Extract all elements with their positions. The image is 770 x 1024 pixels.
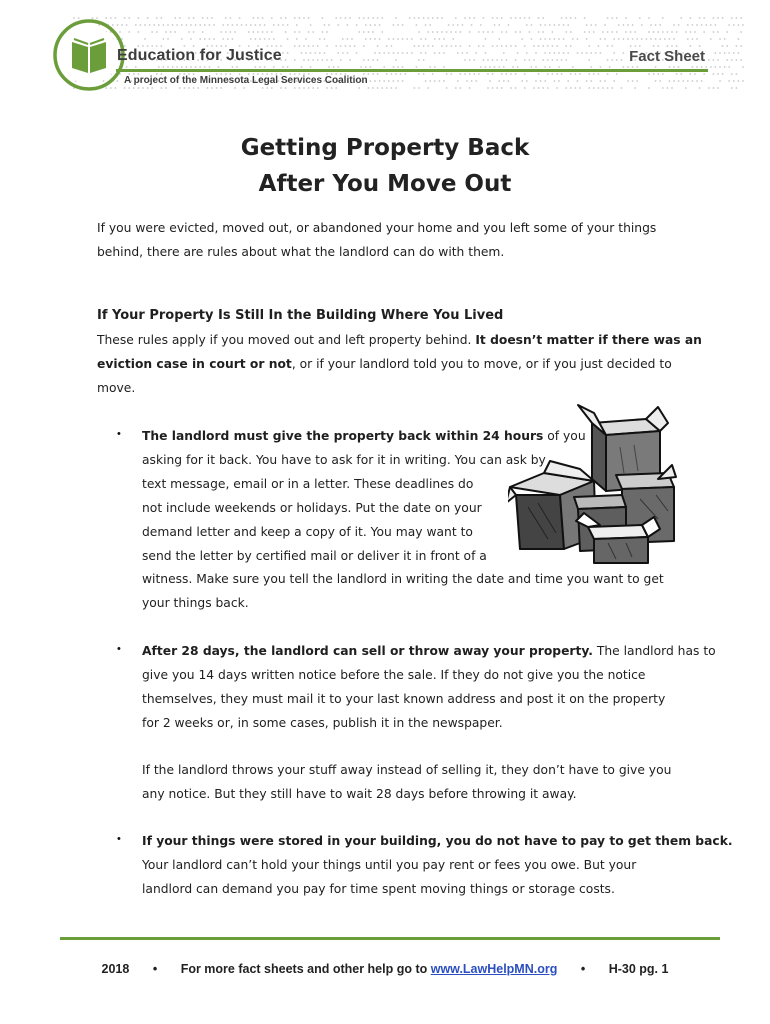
bullet-marker-1: • [117,428,121,440]
bullet-marker-2: • [117,643,121,655]
bullet-2-line-1-text: The landlord has to [592,644,716,658]
lawhelpmn-link[interactable]: www.LawHelpMN.org [430,962,558,976]
section-line-1-bold: It doesn’t matter if there was an [475,333,702,347]
footer-page-number: H-30 pg. 1 [608,962,669,976]
bullet-1-line-6: send the letter by certified mail or deliver it in front of a [142,549,487,563]
intro-line-1: If you were evicted, moved out, or abandoned your home and you left some of your things [97,221,657,235]
bullet-3-line-3: landlord can demand you pay for time spent moving things or storage costs. [142,882,615,896]
bullet-2-extra-line-1: If the landlord throws your stuff away instead of selling it, they don’t have to give you [142,763,672,777]
bullet-2-line-4: for 2 weeks or, in some cases, publish it in the newspaper. [142,716,503,730]
intro-line-2: behind, there are rules about what the landlord can do with them. [97,245,505,259]
open-book-logo-icon [52,18,126,92]
bullet-1-line-3: text message, email or in a letter. These deadlines do [142,477,474,491]
section-line-2-bold: eviction case in court or not [97,357,292,371]
bullet-2-extra-line-2: any notice. But they still have to wait 28 days before throwing it away. [142,787,577,801]
bullet-1-line-7: witness. Make sure you tell the landlord in writing the date and time you want to get [142,572,664,586]
section-line-3: move. [97,381,136,395]
section-line-1 [97,328,702,352]
footer-separator: • [152,962,158,976]
org-subtitle: A project of the Minnesota Legal Services Coalition [124,75,368,86]
bullet-3-line-1 [142,829,733,853]
page-title-line1: Getting Property Back [240,135,530,161]
section-line-2-text: , or if your landlord told you to move, or if you just decided to [291,357,672,371]
section-heading: If Your Property Is Still In the Building Where You Lived [97,308,504,323]
bullet-1-line-8: your things back. [142,596,249,610]
page-title-line2: After You Move Out [258,171,512,197]
bullet-marker-3: • [117,833,121,845]
header-divider [116,69,708,72]
bullet-2-line-2: give you 14 days written notice before the sale. If they do not give you the notice [142,668,646,682]
footer [0,962,770,976]
fact-sheet-label: Fact Sheet [629,48,705,65]
bullet-1-line-2: asking for it back. You have to ask for it in writing. You can ask by [142,453,546,467]
footer-divider [60,937,720,940]
bullet-1-line-1-text: of you [543,429,586,443]
bullet-3-line-2: Your landlord can’t hold your things until you pay rent or fees you owe. But your [142,858,637,872]
bullet-1-line-4: not include weekends or holidays. Put the date on your [142,501,482,515]
bullet-1-line-5: demand letter and keep a copy of it. You may want to [142,525,473,539]
bullet-1-bold: The landlord must give the property back within 24 hours [142,429,544,443]
footer-year: 2018 [101,962,130,976]
bullet-2-bold: After 28 days, the landlord can sell or throw away your property. [142,644,593,658]
bullet-2-line-1 [142,639,716,663]
bullet-2-line-3: themselves, they must mail it to your last known address and post it on the property [142,692,666,706]
bullet-3-bold: If your things were stored in your building, you do not have to pay to get them back. [142,834,733,848]
section-line-1-text: These rules apply if you moved out and left property behind. [97,333,476,347]
footer-separator-2: • [580,962,586,976]
bullet-1-line-1 [142,424,586,448]
footer-text: For more fact sheets and other help go to [180,962,431,976]
org-name: Education for Justice [117,47,282,64]
section-line-2 [97,352,672,376]
